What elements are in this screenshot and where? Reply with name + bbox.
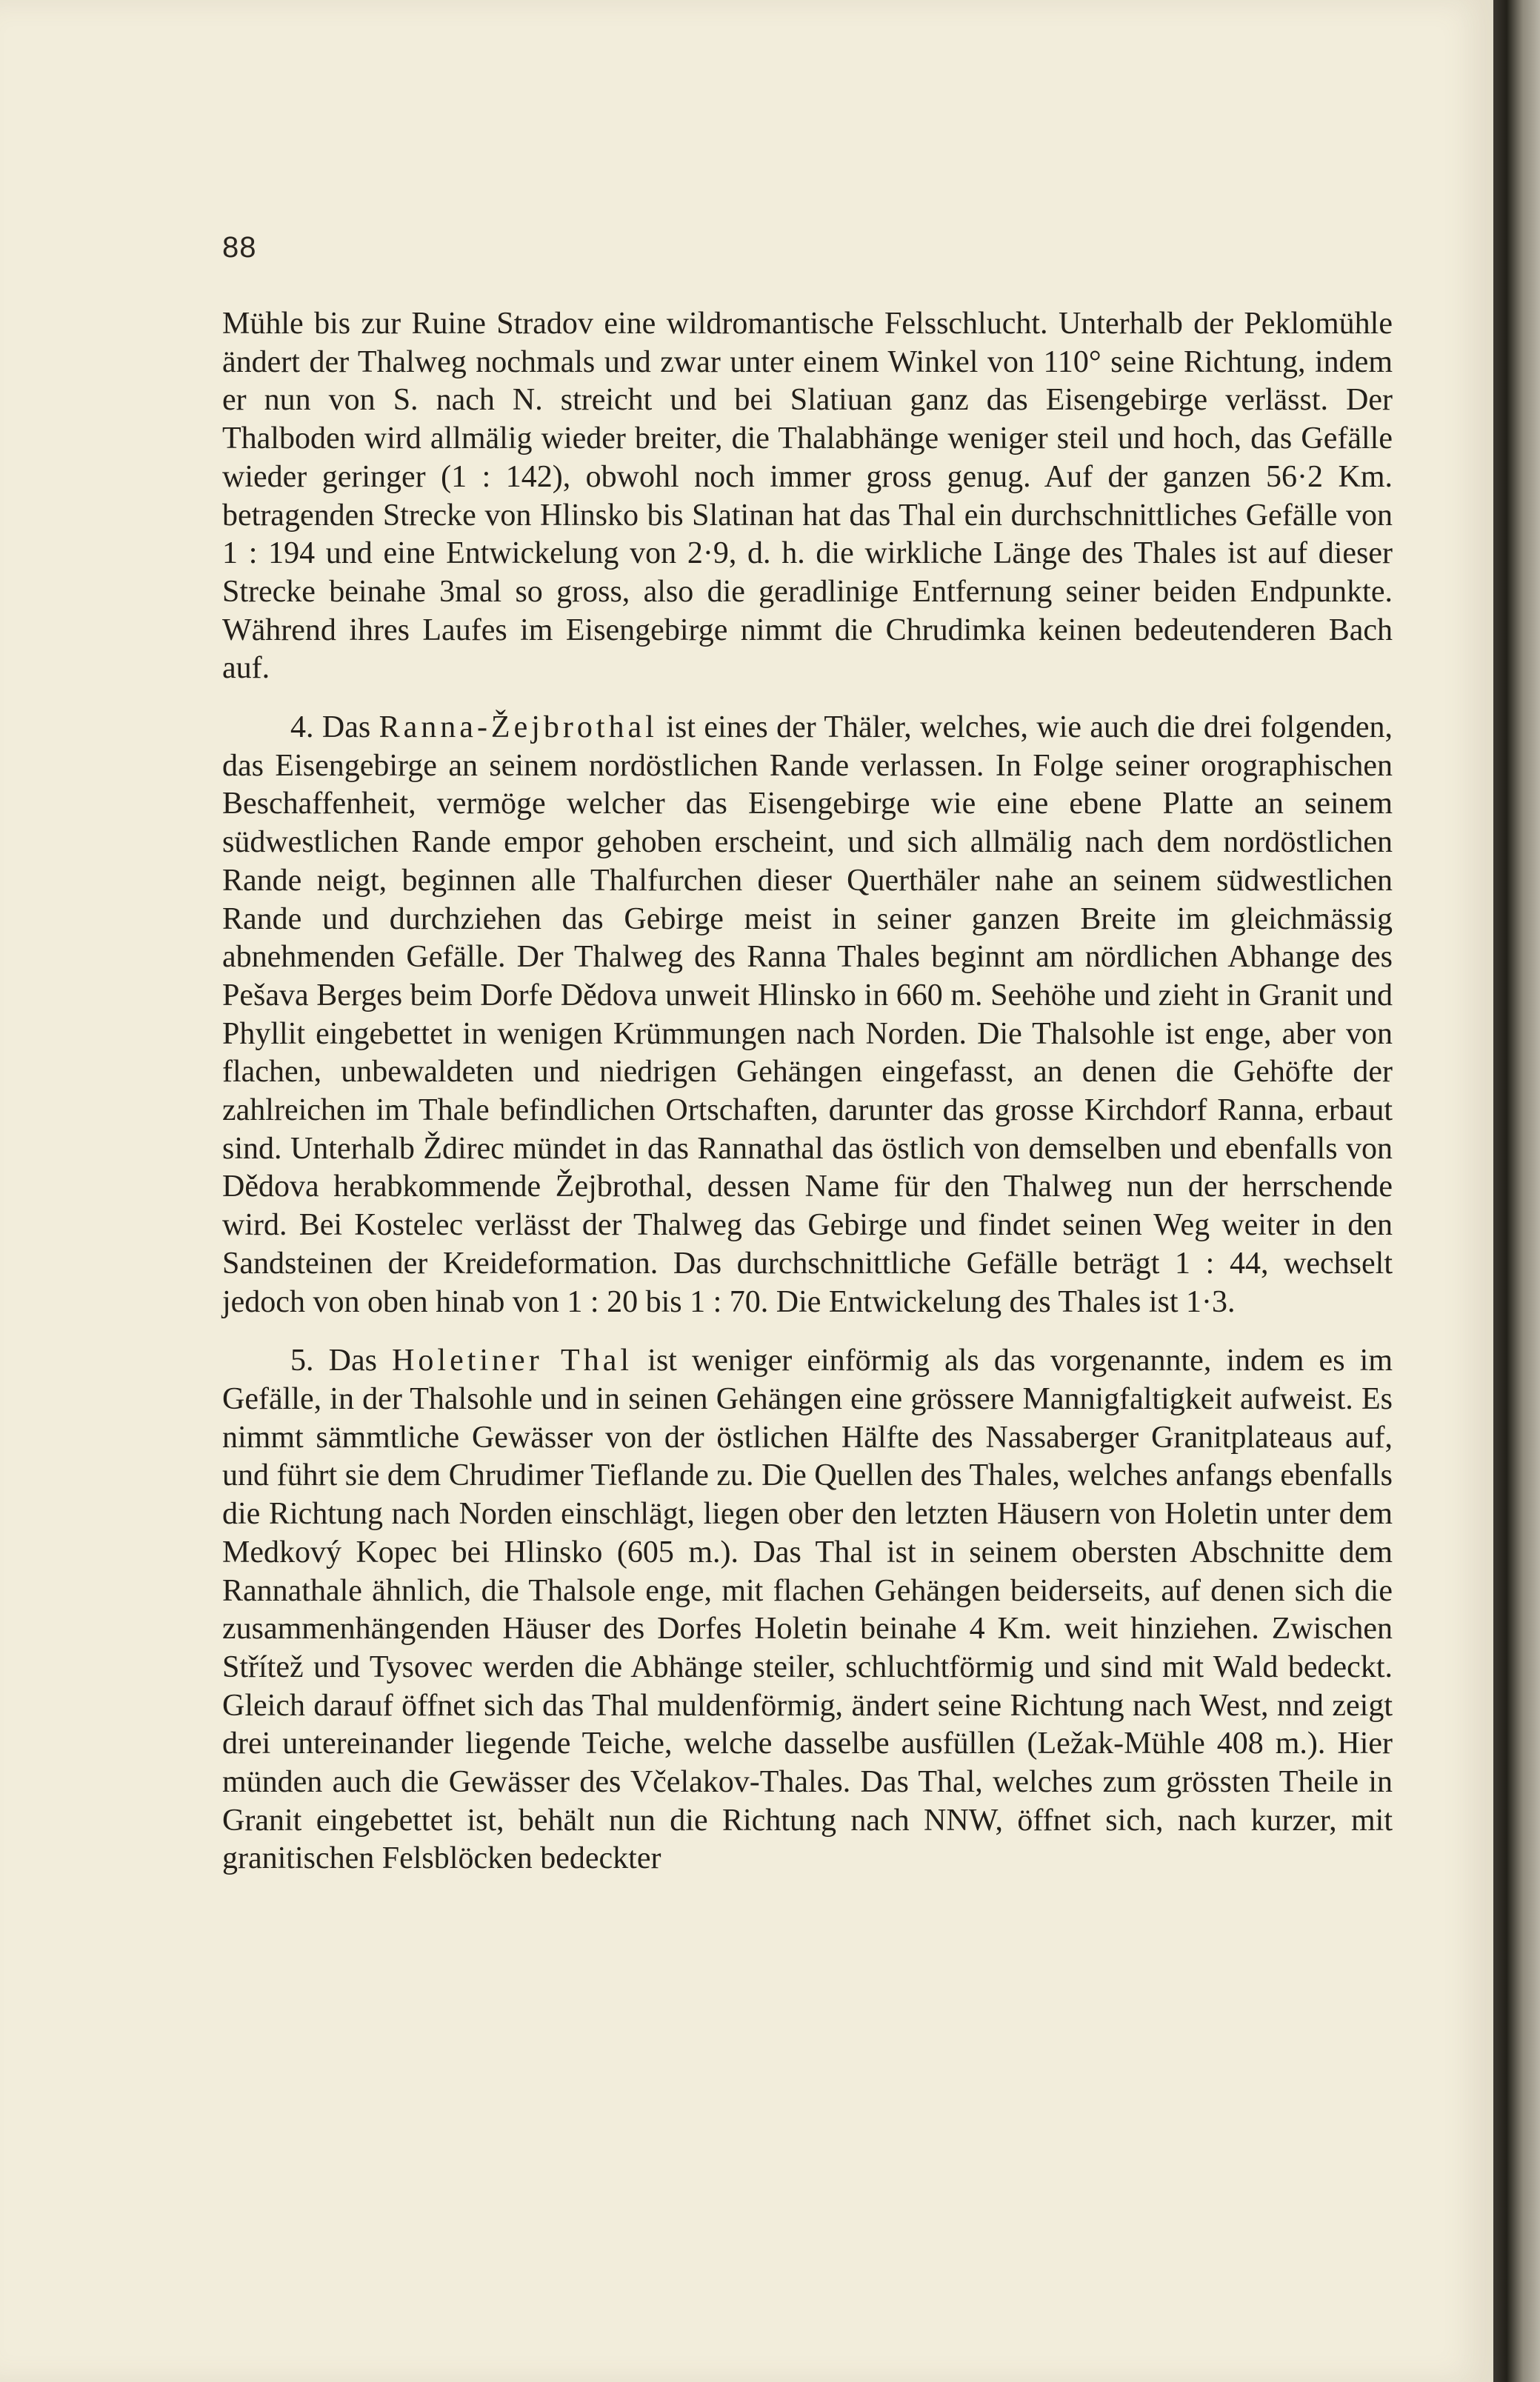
page-number: 88 xyxy=(222,231,257,264)
paragraph-3-text: ist weniger einförmig als das vorgenannte, indem es im Gefälle, in der Thalsohle und in seinen Gehängen eine grössere Mannigfaltigkeit aufweist. Es nimmt sämmtliche Gewässer von der östlichen Hälfte des Nassaberger Granitplateaus auf, und führt sie dem Chrudimer Tieflande zu. Die Quellen des Thales, welches anfangs ebenfalls die Richtung nach Norden einschlägt, liegen ober den letzten Häusern von Holetin unter dem Medkový Kopec bei Hlinsko (605 m.). Das Thal ist in seinem obersten Abschnitte dem Rannathale ähnlich, die Thalsole enge, mit flachen Gehängen beiderseits, auf denen sich die zusammenhängenden Häuser des Dorfes Holetin beinahe 4 Km. weit hinziehen. Zwischen Střítež und Tysovec werden die Abhänge steiler, schluchtförmig und sind mit Wald bedeckt. Gleich darauf öffnet sich das Thal muldenförmig, ändert seine Richtung nach West, nnd zeigt drei untereinander liegende Teiche, welche dasselbe ausfüllen (Ležak-Mühle 408 m.). Hier münden auch die Gewässer des Včelakov-Thales. Das Thal, welches zum grössten Theile in Granit eingebettet ist, behält nun die Richtung nach NNW, öffnet sich, nach kurzer, mit granitischen Felsblöcken bedeckter xyxy=(222,1344,1393,1876)
paragraph-2-text: ist eines der Thäler, welches, wie auch die drei folgenden, das Eisengebirge an seinem nordöstlichen Rande verlassen. In Folge seiner orographischen Beschaffenheit, vermöge welcher das Eisengebirge wie eine ebene Platte an seinem südwestlichen Rande empor gehoben erscheint, und sich allmälig nach dem nordöstlichen Rande neigt, beginnen alle Thalfurchen dieser Querthäler nahe an seinem südwestlichen Rande und durchziehen das Gebirge meist in seiner ganzen Breite im gleichmässig abnehmenden Gefälle. Der Thalweg des Ranna Thales beginnt am nördlichen Abhange des Pešava Berges beim Dorfe Dědova unweit Hlinsko in 660 m. Seehöhe und zieht in Granit und Phyllit eingebettet in wenigen Krümmungen nach Norden. Die Thalsohle ist enge, aber von flachen, unbewaldeten und niedrigen Gehängen eingefasst, an denen die Gehöfte der zahlreichen im Thale befindlichen Ortschaften, darunter das grosse Kirchdorf Ranna, erbaut sind. Unterhalb Ždirec mündet in das Rannathal das östlich von demselben und ebenfalls von Dědova herabkommende Žejbrothal, dessen Name für den Thalweg nun der herrschende wird. Bei Kostelec verlässt der Thalweg das Gebirge und findet seinen Weg weiter in den Sandsteinen der Kreideformation. Das durchschnittliche Gefälle beträgt 1 : 44, wechselt jedoch von oben hinab von 1 : 20 bis 1 : 70. Die Entwickelung des Thales ist 1·3. xyxy=(222,710,1393,1319)
paragraph-1-text: Mühle bis zur Ruine Stradov eine wildromantische Felsschlucht. Unterhalb der Peklomühle ändert der Thalweg nochmals und zwar unter einem Winkel von 110° seine Richtung, indem er nun von S. nach N. streicht und bei Slatiuan ganz das Eisengebirge verlässt. Der Thalboden wird allmälig wieder breiter, die Thalabhänge weniger steil und hoch, das Gefälle wieder geringer (1 : 142), obwohl noch immer gross genug. Auf der ganzen 56·2 Km. betragenden Strecke von Hlinsko bis Slatinan hat das Thal ein durchschnittliches Gefälle von 1 : 194 und eine Entwickelung von 2·9, d. h. die wirkliche Länge des Thales ist auf dieser Strecke beinahe 3mal so gross, also die geradlinige Entfernung seiner beiden Endpunkte. Während ihres Laufes im Eisengebirge nimmt die Chrudimka keinen bedeutenderen Bach auf. xyxy=(222,307,1393,686)
paragraph-1 xyxy=(222,305,1393,688)
paragraph-3 xyxy=(222,1342,1393,1878)
body-text xyxy=(222,305,1393,1878)
section-4-lead: 4. Das xyxy=(290,710,379,745)
section-5-valley-name: Holetiner Thal xyxy=(392,1344,633,1378)
page-edge xyxy=(1493,0,1540,2382)
paragraph-2 xyxy=(222,709,1393,1321)
section-5-lead: 5. Das xyxy=(290,1344,393,1378)
section-4-valley-name: Ranna-Žejbrothal xyxy=(379,710,658,745)
